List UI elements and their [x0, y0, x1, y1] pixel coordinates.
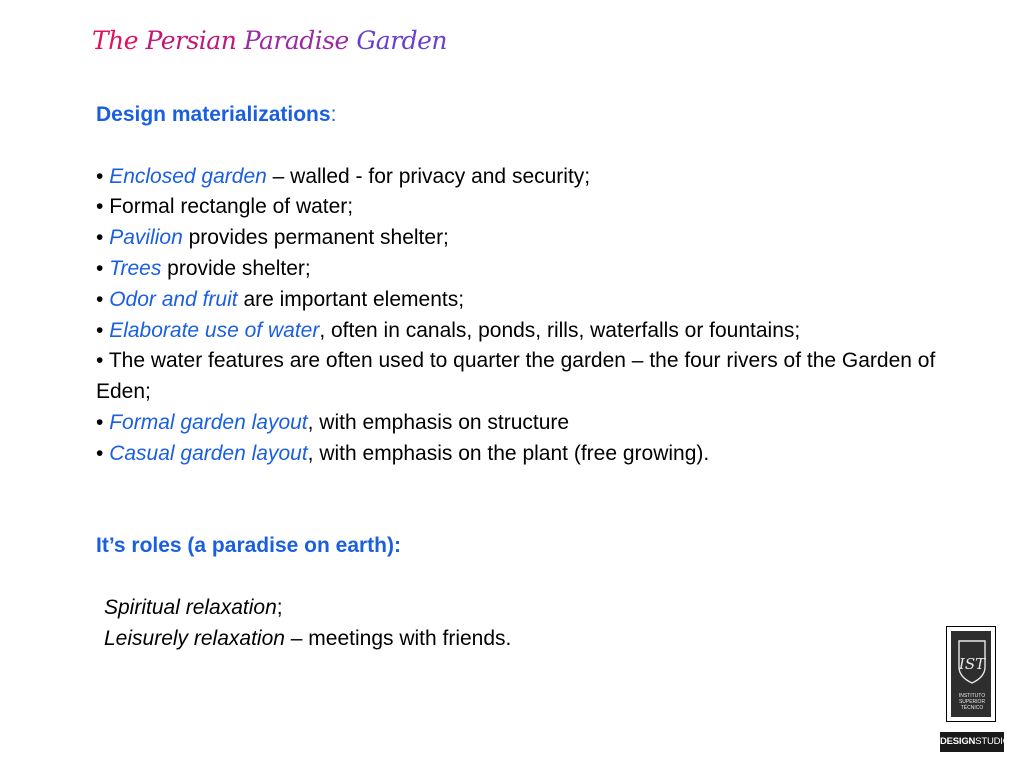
logo-line: SUPERIOR [958, 699, 986, 705]
role-item: Leisurely relaxation – meetings with friends. [104, 626, 512, 650]
title-word: Paradise [243, 26, 349, 55]
bullet-item: • Odor and fruit are important elements; [96, 287, 465, 311]
bullet-item: • Formal garden layout, with emphasis on structure [96, 410, 570, 434]
bullet-item: • Pavilion provides permanent shelter; [96, 226, 449, 250]
spacer [96, 562, 976, 593]
slide-title [92, 26, 447, 55]
bullet-item: • The water features are often used to quarter the garden – the four rivers of the Garden of Eden; [96, 349, 936, 404]
ist-logo [946, 626, 996, 722]
spacer [96, 131, 976, 162]
section-heading-design: Design materializations: [96, 103, 337, 126]
logo-line: INSTITUTO [958, 693, 986, 699]
bullet-item: • Formal rectangle of water; [96, 195, 354, 219]
role-item: Spiritual relaxation; [104, 595, 283, 619]
svg-text:IST: IST [958, 655, 986, 673]
title-word: Garden [356, 26, 448, 55]
title-word: The [92, 26, 139, 55]
logo-line: TÉCNICO [960, 705, 984, 711]
bullet-item: • Casual garden layout, with emphasis on the plant (free growing). [96, 441, 710, 465]
bullet-item: • Elaborate use of water, often in canals, ponds, rills, waterfalls or fountains; [96, 318, 801, 342]
ist-emblem-icon [947, 627, 997, 723]
design-studio-badge: DESIGNSTUDIO [940, 732, 1004, 752]
title-word: Persian [145, 26, 237, 55]
section-heading-roles: It’s roles (a paradise on earth): [96, 534, 401, 558]
slide-content [96, 100, 976, 654]
spacer [96, 470, 976, 532]
bullet-item: • Enclosed garden – walled - for privacy and security; [96, 164, 591, 188]
bullet-item: • Trees provide shelter; [96, 256, 311, 280]
